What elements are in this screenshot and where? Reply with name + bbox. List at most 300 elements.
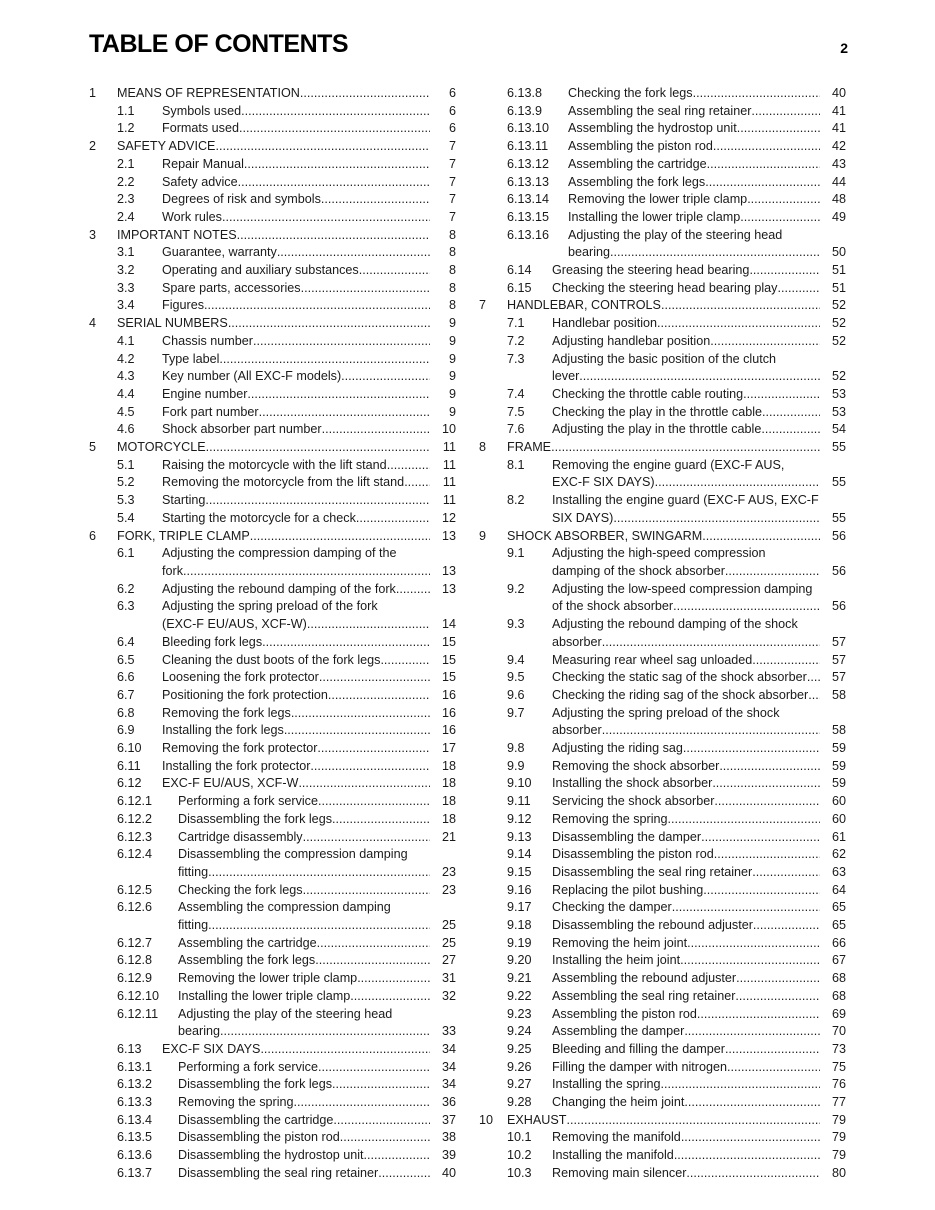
toc-entry[interactable] bbox=[89, 952, 456, 970]
toc-entry-page: 11 bbox=[442, 457, 456, 472]
toc-entry[interactable] bbox=[479, 917, 846, 935]
toc-entry[interactable] bbox=[479, 616, 846, 651]
toc-entry[interactable] bbox=[479, 1023, 846, 1041]
dot-leader bbox=[727, 1059, 820, 1077]
toc-entry[interactable] bbox=[479, 545, 846, 580]
toc-entry-page: 58 bbox=[831, 723, 846, 738]
toc-entry[interactable] bbox=[479, 209, 846, 227]
toc-entry[interactable] bbox=[89, 581, 456, 599]
toc-entry-page: 37 bbox=[441, 1112, 456, 1127]
dot-leader bbox=[668, 811, 820, 829]
toc-entry[interactable] bbox=[89, 829, 456, 847]
toc-entry-title: Disassembling the cartridge bbox=[178, 1112, 334, 1127]
toc-entry-page: 73 bbox=[831, 1041, 846, 1056]
toc-entry-number: 6.12.9 bbox=[117, 971, 153, 986]
toc-entry[interactable] bbox=[479, 829, 846, 847]
toc-entry[interactable] bbox=[89, 492, 456, 510]
toc-entry-page: 7 bbox=[448, 156, 456, 171]
toc-entry[interactable] bbox=[479, 899, 846, 917]
toc-entry[interactable] bbox=[479, 775, 846, 793]
toc-entry[interactable] bbox=[479, 846, 846, 864]
toc-entry[interactable] bbox=[479, 351, 846, 386]
toc-entry-title: Servicing the shock absorber bbox=[552, 794, 715, 809]
toc-entry[interactable] bbox=[479, 386, 846, 404]
toc-entry[interactable] bbox=[479, 652, 846, 670]
toc-entry-title: fork bbox=[162, 563, 183, 578]
toc-column-right bbox=[479, 85, 846, 1183]
toc-entry-title: Bleeding fork legs bbox=[162, 634, 263, 649]
toc-entry-page: 7 bbox=[448, 209, 456, 224]
toc-entry-page: 11 bbox=[442, 440, 456, 455]
toc-entry-page: 60 bbox=[831, 794, 846, 809]
toc-entry[interactable] bbox=[479, 138, 846, 156]
toc-entry-title: Raising the motorcycle with the lift stand bbox=[162, 457, 387, 472]
toc-entry[interactable] bbox=[479, 528, 846, 546]
toc-entry[interactable] bbox=[89, 793, 456, 811]
toc-entry-number: 6.13.9 bbox=[507, 103, 543, 118]
dot-leader bbox=[318, 1059, 430, 1077]
toc-entry-page: 57 bbox=[831, 670, 846, 685]
toc-entry[interactable] bbox=[89, 935, 456, 953]
toc-entry-title: Disassembling the rebound adjuster bbox=[552, 918, 753, 933]
toc-entry-page: 51 bbox=[831, 263, 846, 278]
toc-entry-number: 2.3 bbox=[117, 192, 135, 207]
toc-entry-title: Removing the manifold bbox=[552, 1130, 681, 1145]
toc-entry-title: Positioning the fork protection bbox=[162, 687, 328, 702]
toc-entry-number: 10 bbox=[479, 1112, 494, 1127]
toc-entry[interactable] bbox=[89, 669, 456, 687]
toc-entry-title: Figures bbox=[162, 298, 204, 313]
toc-entry[interactable] bbox=[89, 297, 456, 315]
dot-leader bbox=[315, 952, 430, 970]
toc-entry-number: 4.6 bbox=[117, 422, 135, 437]
dot-leader bbox=[332, 1076, 430, 1094]
toc-entry-title: Handlebar position bbox=[552, 316, 658, 331]
toc-entry[interactable] bbox=[89, 227, 456, 245]
toc-entry-page: 56 bbox=[831, 599, 846, 614]
toc-entry[interactable] bbox=[89, 280, 456, 298]
toc-entry[interactable] bbox=[89, 138, 456, 156]
toc-entry-number: 4.3 bbox=[117, 369, 135, 384]
toc-entry-title: SHOCK ABSORBER, SWINGARM bbox=[507, 528, 703, 543]
toc-entry[interactable] bbox=[89, 988, 456, 1006]
dot-leader bbox=[551, 439, 820, 457]
toc-entry[interactable] bbox=[89, 510, 456, 528]
toc-entry-page: 61 bbox=[831, 829, 846, 844]
dot-leader bbox=[359, 262, 430, 280]
toc-entry[interactable] bbox=[479, 970, 846, 988]
toc-entry[interactable] bbox=[479, 1059, 846, 1077]
toc-entry-page: 8 bbox=[448, 227, 456, 242]
toc-entry-page: 8 bbox=[448, 298, 456, 313]
toc-entry-title: Disassembling the piston rod bbox=[178, 1130, 340, 1145]
toc-entry-title: Adjusting handlebar position bbox=[552, 333, 711, 348]
toc-entry-number: 9.24 bbox=[507, 1024, 532, 1039]
toc-entry[interactable] bbox=[479, 191, 846, 209]
toc-entry[interactable] bbox=[479, 811, 846, 829]
dot-leader bbox=[357, 970, 430, 988]
toc-entry[interactable] bbox=[89, 191, 456, 209]
dot-leader bbox=[303, 882, 430, 900]
toc-entry-number: 6.12.11 bbox=[117, 1006, 159, 1021]
toc-entry[interactable] bbox=[479, 581, 846, 616]
toc-entry[interactable] bbox=[89, 404, 456, 422]
toc-entry[interactable] bbox=[89, 1006, 456, 1041]
toc-entry-title: Installing the spring bbox=[552, 1077, 661, 1092]
toc-entry-title: Checking the fork legs bbox=[178, 882, 303, 897]
toc-entry-number: 6.12.3 bbox=[117, 829, 153, 844]
dot-leader bbox=[247, 386, 430, 404]
toc-entry-number: 4.4 bbox=[117, 386, 135, 401]
dot-leader bbox=[714, 793, 820, 811]
toc-entry-title: EXC-F EU/AUS, XCF-W bbox=[162, 776, 299, 791]
toc-entry[interactable] bbox=[479, 280, 846, 298]
toc-entry-page: 38 bbox=[441, 1130, 456, 1145]
toc-entry[interactable] bbox=[89, 652, 456, 670]
toc-entry-page: 41 bbox=[831, 103, 846, 118]
toc-entry-number: 9.13 bbox=[507, 829, 532, 844]
toc-entry-page: 36 bbox=[441, 1095, 456, 1110]
dot-leader bbox=[703, 882, 820, 900]
toc-entry-page: 9 bbox=[448, 386, 456, 401]
toc-entry[interactable] bbox=[89, 545, 456, 580]
toc-entry-number: 2 bbox=[89, 139, 97, 154]
toc-entry-title: Adjusting the play of the steering head bbox=[568, 227, 783, 242]
toc-entry-page: 8 bbox=[448, 263, 456, 278]
dot-leader bbox=[220, 1023, 430, 1041]
toc-entry-page: 40 bbox=[441, 1165, 456, 1180]
toc-entry[interactable] bbox=[89, 174, 456, 192]
dot-leader bbox=[655, 474, 820, 492]
toc-entry-page: 23 bbox=[441, 882, 456, 897]
toc-entry-number: 7.2 bbox=[507, 333, 525, 348]
toc-entry[interactable] bbox=[479, 1165, 846, 1183]
toc-entry-number: 5.1 bbox=[117, 457, 135, 472]
toc-entry[interactable] bbox=[89, 421, 456, 439]
toc-entry-title: Adjusting the play of the steering head bbox=[178, 1006, 393, 1021]
toc-entry[interactable] bbox=[89, 528, 456, 546]
toc-entry[interactable] bbox=[89, 1094, 456, 1112]
toc-entry-page: 66 bbox=[831, 935, 846, 950]
toc-entry-page: 70 bbox=[831, 1024, 846, 1039]
toc-entry[interactable] bbox=[479, 439, 846, 457]
toc-entry[interactable] bbox=[89, 85, 456, 103]
toc-entry[interactable] bbox=[479, 227, 846, 262]
dot-leader bbox=[735, 988, 820, 1006]
toc-entry[interactable] bbox=[479, 740, 846, 758]
toc-entry-number: 6.13.15 bbox=[507, 209, 550, 224]
toc-entry-number: 3 bbox=[89, 227, 97, 242]
toc-entry[interactable] bbox=[479, 103, 846, 121]
toc-entry-page: 11 bbox=[442, 493, 456, 508]
dot-leader bbox=[747, 191, 820, 209]
toc-entry-number: 4.5 bbox=[117, 404, 135, 419]
toc-entry-page: 56 bbox=[831, 563, 846, 578]
toc-entry[interactable] bbox=[479, 687, 846, 705]
dot-leader bbox=[687, 935, 820, 953]
toc-entry[interactable] bbox=[479, 1006, 846, 1024]
toc-entry[interactable] bbox=[89, 120, 456, 138]
toc-entry-title: Loosening the fork protector bbox=[162, 670, 319, 685]
toc-entry[interactable] bbox=[89, 457, 456, 475]
toc-entry[interactable] bbox=[479, 705, 846, 740]
toc-entry-number: 9.16 bbox=[507, 882, 532, 897]
toc-entry[interactable] bbox=[89, 351, 456, 369]
toc-entry[interactable] bbox=[89, 1112, 456, 1130]
toc-entry-title: Installing the lower triple clamp bbox=[568, 209, 741, 224]
toc-entry[interactable] bbox=[89, 315, 456, 333]
toc-entry[interactable] bbox=[89, 156, 456, 174]
toc-entry-number: 8.2 bbox=[507, 493, 525, 508]
dot-leader bbox=[661, 297, 820, 315]
toc-entry-title: Removing main silencer bbox=[552, 1165, 687, 1180]
toc-entry-page: 9 bbox=[448, 404, 456, 419]
toc-entry-page: 13 bbox=[441, 581, 456, 596]
toc-entry[interactable] bbox=[479, 1129, 846, 1147]
toc-entry[interactable] bbox=[479, 404, 846, 422]
toc-entry[interactable] bbox=[479, 492, 846, 527]
toc-entry[interactable] bbox=[479, 882, 846, 900]
toc-entry[interactable] bbox=[89, 846, 456, 881]
toc-entry-number: 6.13.4 bbox=[117, 1112, 153, 1127]
toc-entry-number: 5.4 bbox=[117, 510, 135, 525]
toc-entry[interactable] bbox=[89, 439, 456, 457]
toc-entry[interactable] bbox=[89, 1147, 456, 1165]
toc-entry-number: 6.5 bbox=[117, 652, 135, 667]
toc-entry-number: 6.12 bbox=[117, 776, 142, 791]
toc-entry-title: Checking the steering head bearing play bbox=[552, 280, 778, 295]
toc-entry-number: 7.6 bbox=[507, 422, 525, 437]
toc-entry[interactable] bbox=[89, 368, 456, 386]
dot-leader bbox=[725, 1041, 820, 1059]
dot-leader bbox=[752, 652, 820, 670]
toc-entry-title: Operating and auxiliary substances bbox=[162, 263, 359, 278]
toc-entry[interactable] bbox=[89, 970, 456, 988]
toc-entry-title: Installing the engine guard (EXC-F AUS, EXC-F bbox=[552, 493, 819, 508]
toc-entry[interactable] bbox=[89, 333, 456, 351]
toc-entry[interactable] bbox=[479, 669, 846, 687]
dot-leader bbox=[761, 421, 820, 439]
toc-entry-number: 7.3 bbox=[507, 351, 525, 366]
toc-entry-title: SAFETY ADVICE bbox=[117, 139, 216, 154]
toc-entry-page: 44 bbox=[831, 174, 846, 189]
toc-entry-title: Disassembling the fork legs bbox=[178, 811, 332, 826]
toc-entry-title: Guarantee, warranty bbox=[162, 245, 277, 260]
toc-entry[interactable] bbox=[89, 882, 456, 900]
toc-entry[interactable] bbox=[89, 634, 456, 652]
toc-entry-page: 8 bbox=[448, 245, 456, 260]
dot-leader bbox=[753, 917, 820, 935]
toc-entry[interactable] bbox=[89, 1076, 456, 1094]
toc-entry[interactable] bbox=[479, 297, 846, 315]
toc-entry[interactable] bbox=[89, 722, 456, 740]
toc-entry-number: 6.12.8 bbox=[117, 953, 153, 968]
toc-entry-title: Removing the fork legs bbox=[162, 705, 291, 720]
dot-leader bbox=[725, 563, 820, 581]
toc-entry[interactable] bbox=[479, 864, 846, 882]
toc-entry-number: 6.13.16 bbox=[507, 227, 550, 242]
toc-entry[interactable] bbox=[479, 85, 846, 103]
toc-entry[interactable] bbox=[479, 457, 846, 492]
toc-entry-page: 16 bbox=[441, 687, 456, 702]
toc-entry-page: 62 bbox=[831, 847, 846, 862]
toc-entry-title: Disassembling the compression damping bbox=[178, 847, 408, 862]
toc-entry[interactable] bbox=[89, 1165, 456, 1183]
dot-leader bbox=[807, 669, 820, 687]
toc-entry[interactable] bbox=[479, 1041, 846, 1059]
dot-leader bbox=[737, 120, 820, 138]
toc-entry[interactable] bbox=[479, 262, 846, 280]
toc-entry-page: 56 bbox=[831, 528, 846, 543]
toc-entry-title: Checking the damper bbox=[552, 900, 672, 915]
toc-entry-number: 3.4 bbox=[117, 298, 135, 313]
toc-entry[interactable] bbox=[479, 156, 846, 174]
toc-entry-title: Measuring rear wheel sag unloaded bbox=[552, 652, 753, 667]
dot-leader bbox=[681, 1129, 820, 1147]
toc-entry[interactable] bbox=[479, 935, 846, 953]
toc-entry-title: Installing the manifold bbox=[552, 1148, 674, 1163]
toc-entry-number: 9.12 bbox=[507, 811, 532, 826]
dot-leader bbox=[307, 616, 430, 634]
toc-entry[interactable] bbox=[89, 1059, 456, 1077]
toc-entry-title: Removing the heim joint bbox=[552, 935, 688, 950]
toc-entry[interactable] bbox=[479, 1076, 846, 1094]
toc-entry-title: Bleeding and filling the damper bbox=[552, 1041, 725, 1056]
toc-entry[interactable] bbox=[479, 1147, 846, 1165]
toc-entry-page: 6 bbox=[448, 86, 456, 100]
toc-entry-number: 6.12.6 bbox=[117, 900, 153, 915]
toc-entry-title: fitting bbox=[178, 918, 209, 933]
toc-entry-number: 3.1 bbox=[117, 245, 135, 260]
toc-entry-number: 6.1 bbox=[117, 546, 135, 561]
dot-leader bbox=[610, 244, 820, 262]
toc-entry-title: Filling the damper with nitrogen bbox=[552, 1059, 728, 1074]
page-title: TABLE OF CONTENTS bbox=[89, 30, 349, 58]
dot-leader bbox=[712, 775, 820, 793]
toc-entry-number: 9.5 bbox=[507, 670, 525, 685]
toc-entry-number: 9.18 bbox=[507, 918, 532, 933]
toc-entry-title: EXC-F SIX DAYS) bbox=[552, 475, 655, 490]
dot-leader bbox=[208, 864, 430, 882]
toc-entry-page: 60 bbox=[831, 811, 846, 826]
dot-leader bbox=[284, 722, 430, 740]
toc-entry-title: Assembling the cartridge bbox=[178, 935, 317, 950]
dot-leader bbox=[341, 368, 430, 386]
toc-entry-number: 9.26 bbox=[507, 1059, 532, 1074]
toc-entry[interactable] bbox=[479, 758, 846, 776]
toc-entry-number: 9.2 bbox=[507, 581, 525, 596]
toc-entry[interactable] bbox=[479, 174, 846, 192]
toc-entry-title: Checking the static sag of the shock absorber bbox=[552, 670, 807, 685]
toc-entry[interactable] bbox=[89, 103, 456, 121]
toc-entry-number: 6.8 bbox=[117, 705, 135, 720]
toc-entry-page: 6 bbox=[448, 121, 456, 136]
toc-entry-title: Assembling the piston rod bbox=[552, 1006, 697, 1021]
toc-entry[interactable] bbox=[89, 386, 456, 404]
toc-entry-number: 1.2 bbox=[117, 121, 135, 136]
toc-entry[interactable] bbox=[89, 1041, 456, 1059]
toc-entry[interactable] bbox=[479, 315, 846, 333]
toc-entry[interactable] bbox=[89, 1129, 456, 1147]
toc-entry-number: 6.12.4 bbox=[117, 847, 153, 862]
page-number: 2 bbox=[840, 40, 848, 56]
dot-leader bbox=[322, 421, 430, 439]
toc-entry-page: 50 bbox=[831, 245, 846, 260]
toc-entry-page: 33 bbox=[441, 1024, 456, 1039]
toc-entry[interactable] bbox=[89, 740, 456, 758]
toc-entry[interactable] bbox=[89, 811, 456, 829]
toc-entry-number: 7.1 bbox=[507, 316, 525, 331]
dot-leader bbox=[259, 404, 430, 422]
dot-leader bbox=[714, 846, 820, 864]
toc-entry-number: 9.9 bbox=[507, 758, 525, 773]
toc-entry[interactable] bbox=[479, 793, 846, 811]
toc-entry-page: 34 bbox=[441, 1059, 456, 1074]
toc-entry[interactable] bbox=[89, 244, 456, 262]
toc-entry[interactable] bbox=[89, 598, 456, 633]
dot-leader bbox=[672, 899, 820, 917]
toc-entry[interactable] bbox=[479, 1094, 846, 1112]
toc-entry[interactable] bbox=[89, 775, 456, 793]
dot-leader bbox=[206, 439, 430, 457]
toc-entry[interactable] bbox=[479, 988, 846, 1006]
toc-entry[interactable] bbox=[89, 209, 456, 227]
toc-entry[interactable] bbox=[479, 120, 846, 138]
toc-entry-number: 9.15 bbox=[507, 864, 532, 879]
dot-leader bbox=[673, 598, 820, 616]
toc-entry-number: 3.3 bbox=[117, 280, 135, 295]
toc-entry-page: 48 bbox=[831, 192, 846, 207]
toc-entry[interactable] bbox=[89, 262, 456, 280]
toc-entry[interactable] bbox=[89, 687, 456, 705]
toc-entry-title: Disassembling the seal ring retainer bbox=[552, 864, 753, 879]
dot-leader bbox=[387, 457, 430, 475]
toc-entry-title: Assembling the cartridge bbox=[568, 156, 707, 171]
toc-entry-title: Starting bbox=[162, 493, 206, 508]
dot-leader bbox=[317, 935, 430, 953]
dot-leader bbox=[239, 120, 430, 138]
toc-entry[interactable] bbox=[89, 758, 456, 776]
toc-entry[interactable] bbox=[479, 333, 846, 351]
toc-entry-number: 9.7 bbox=[507, 705, 525, 720]
dot-leader bbox=[751, 103, 820, 121]
toc-entry-title: Assembling the fork legs bbox=[178, 953, 316, 968]
toc-entry-number: 9.10 bbox=[507, 776, 532, 791]
toc-entry[interactable] bbox=[479, 1112, 846, 1130]
toc-entry-page: 40 bbox=[831, 86, 846, 100]
dot-leader bbox=[208, 917, 430, 935]
toc-entry[interactable] bbox=[479, 952, 846, 970]
toc-entry-title: Disassembling the hydrostop unit bbox=[178, 1148, 364, 1163]
toc-entry-page: 79 bbox=[831, 1112, 846, 1127]
toc-entry-page: 53 bbox=[831, 386, 846, 401]
toc-entry[interactable] bbox=[89, 899, 456, 934]
toc-entry-title: Assembling the rebound adjuster bbox=[552, 971, 737, 986]
toc-entry-number: 5 bbox=[89, 440, 97, 455]
toc-entry[interactable] bbox=[89, 474, 456, 492]
toc-entry-page: 16 bbox=[441, 705, 456, 720]
toc-entry[interactable] bbox=[89, 705, 456, 723]
toc-entry-title: Adjusting the spring preload of the shock bbox=[552, 705, 780, 720]
toc-entry-page: 10 bbox=[441, 422, 456, 437]
toc-entry-page: 59 bbox=[831, 741, 846, 756]
toc-entry-page: 57 bbox=[831, 652, 846, 667]
dot-leader bbox=[683, 740, 820, 758]
toc-entry-page: 18 bbox=[441, 776, 456, 791]
toc-entry[interactable] bbox=[479, 421, 846, 439]
toc-entry-page: 34 bbox=[441, 1077, 456, 1092]
dot-leader bbox=[752, 864, 820, 882]
